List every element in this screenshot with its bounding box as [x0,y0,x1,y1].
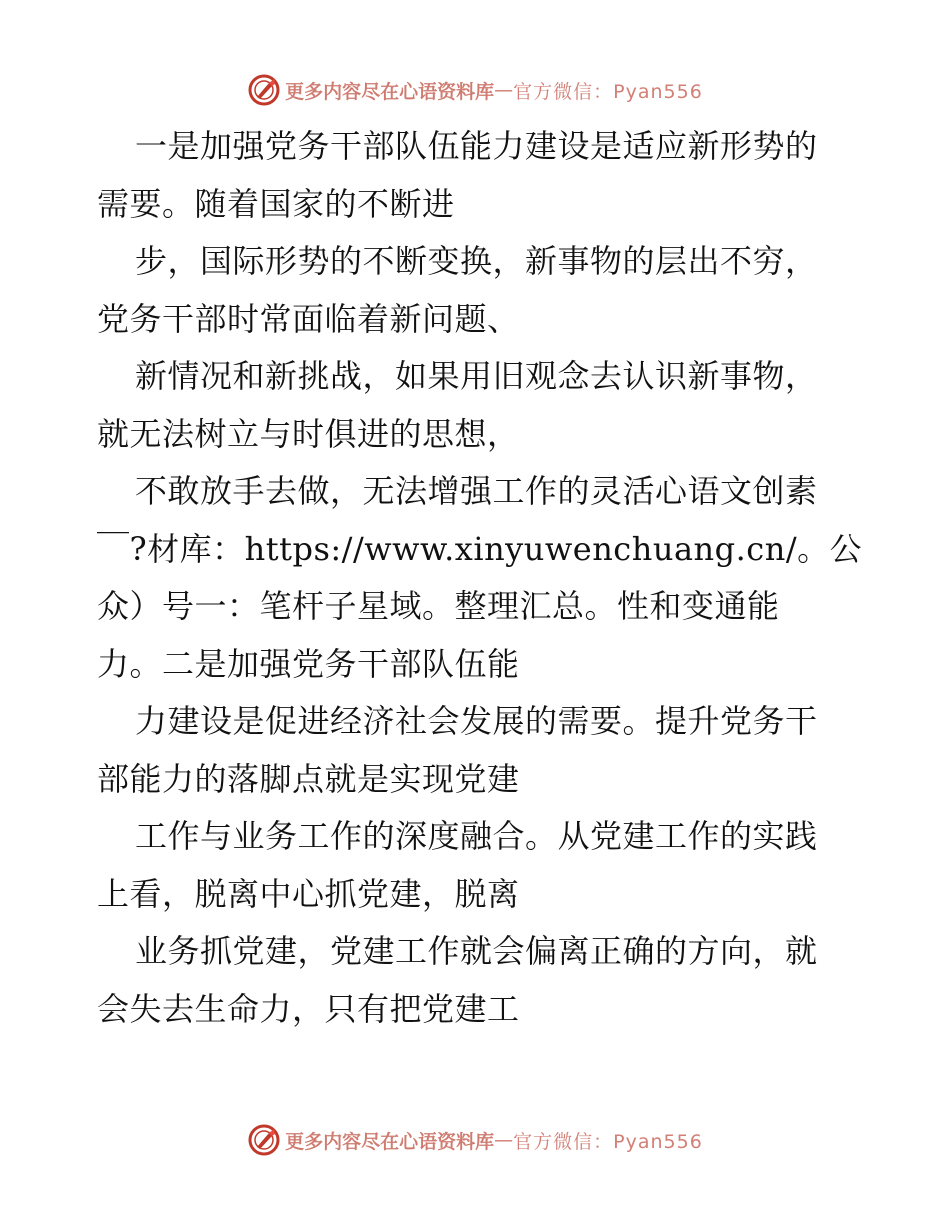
header-contact-text: 官方微信：Pyan556 [513,80,703,103]
body-line-11: 力建设是促进经济社会发展的需要。提升党务干 [135,702,818,740]
body-line-5: 新情况和新挑战，如果用旧观念去认识新事物， [135,357,818,395]
body-line-15: 业务抓党建，党建工作就会偏离正确的方向，就 [135,932,818,970]
body-line-9: 众）号一：笔杆子星域。整理汇总。性和变通能 [97,587,780,625]
logo-icon [247,1123,281,1157]
footer-brand-text: 更多内容尽在心语资料库 [285,1130,495,1153]
document-body [97,118,867,1038]
body-line-12: 部能力的落脚点就是实现党建 [97,759,520,798]
header-banner [0,70,950,110]
body-line-8: ￣?材库：https://www.xinyuwenchuang.cn/。公 [97,529,863,568]
body-line-13: 工作与业务工作的深度融合。从党建工作的实践 [135,817,818,855]
body-line-4: 党务干部时常面临着新问题、 [97,299,520,338]
logo-icon [247,73,281,107]
body-line-2: 需要。随着国家的不断进 [97,184,455,223]
body-line-3: 步，国际形势的不断变换，新事物的层出不穷， [135,242,818,280]
footer-contact-text: 官方微信：Pyan556 [513,1130,703,1153]
body-line-16: 会失去生命力，只有把党建工 [97,989,520,1028]
body-line-10: 力。二是加强党务干部队伍能 [97,644,520,683]
body-line-6: 就无法树立与时俱进的思想， [97,414,520,453]
body-line-7: 不敢放手去做，无法增强工作的灵活心语文创素 [135,472,818,510]
footer-dash: — [494,1129,514,1151]
header-dash: — [494,79,514,101]
footer-banner [0,1120,950,1160]
body-line-14: 上看，脱离中心抓党建，脱离 [97,874,520,913]
header-brand-text: 更多内容尽在心语资料库 [285,80,495,103]
body-line-1: 一是加强党务干部队伍能力建设是适应新形势的 [135,127,818,165]
